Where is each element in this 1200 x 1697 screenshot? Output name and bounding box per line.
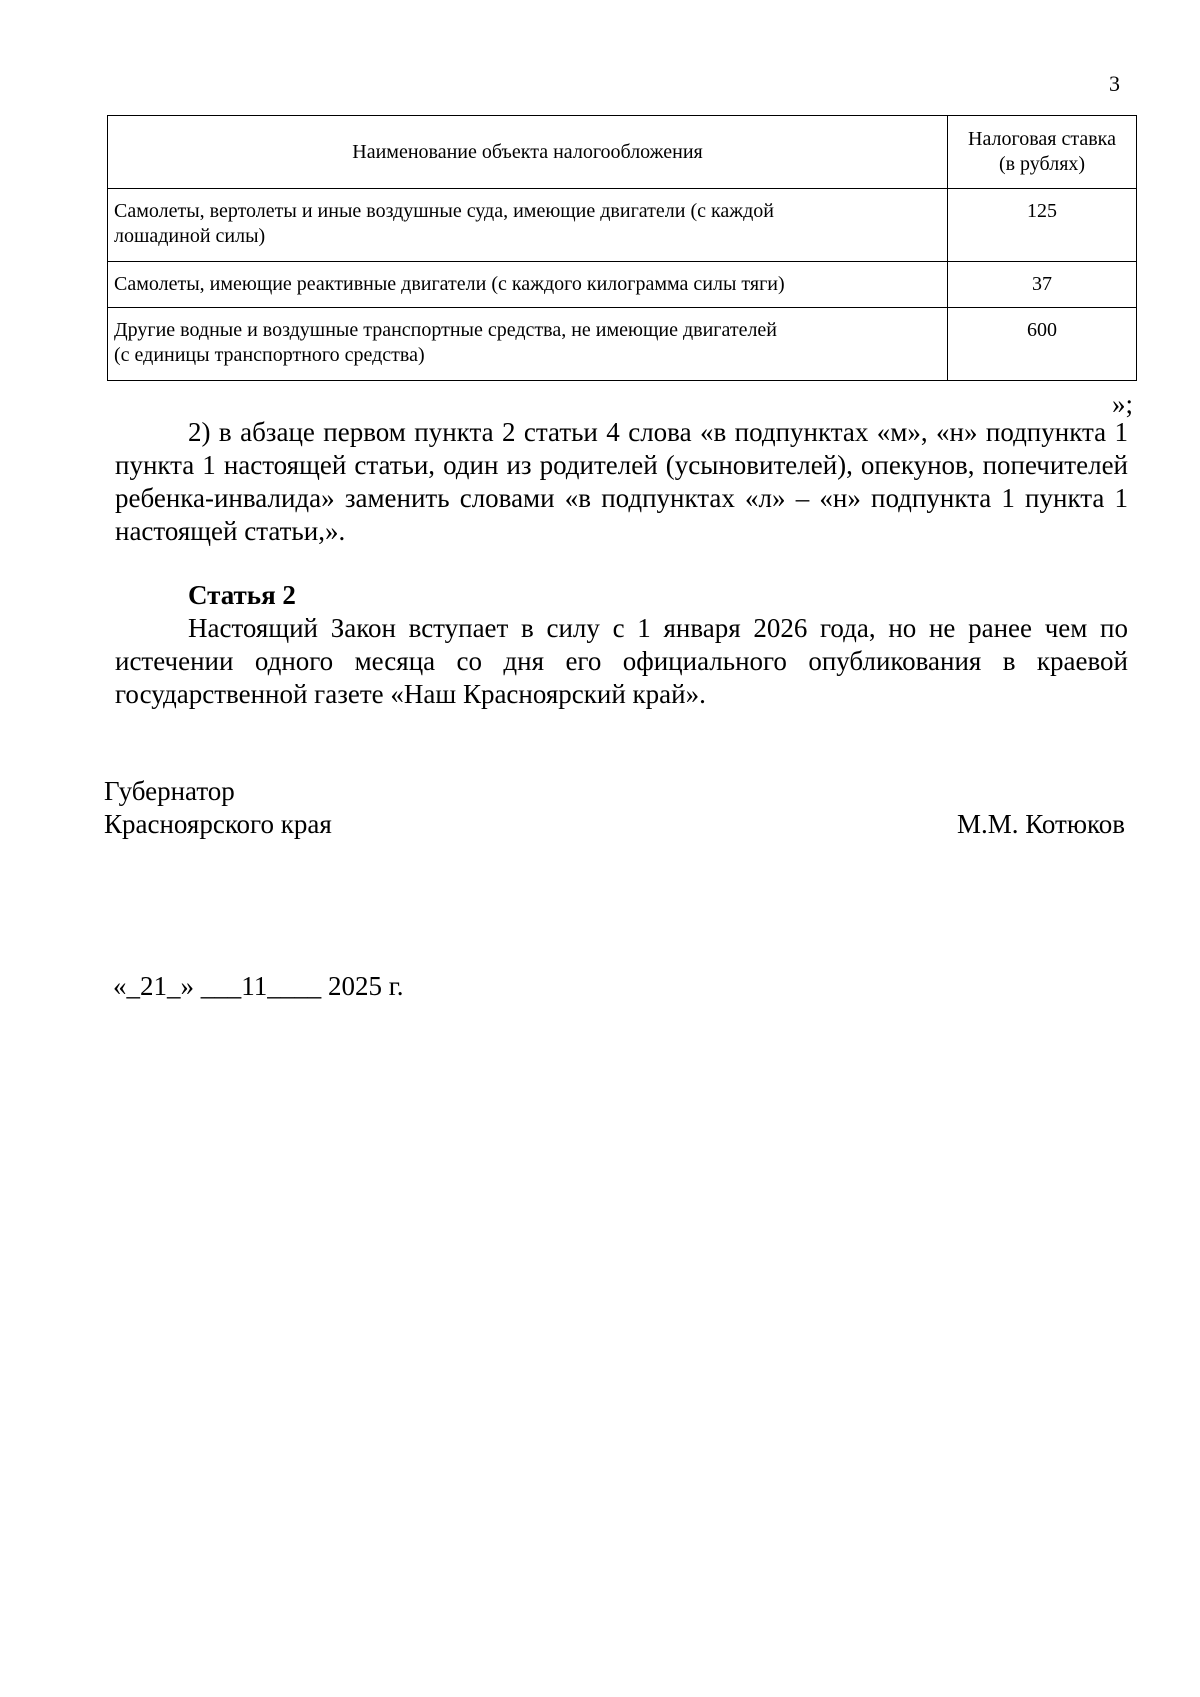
table-cell-rate: 125 [948,189,1137,262]
table-row [108,308,1137,381]
table-row [108,189,1137,262]
header-tax-rate-line1: Налоговая ставка [968,128,1116,150]
signing-date: «_21_» ___11____ 2025 г. [113,971,404,1001]
object-name-line1: Самолеты, вертолеты и иные воздушные суда, имеющие двигатели (с каждой [114,200,774,222]
tax-rate-table [107,115,1137,381]
table-cell-rate: 600 [948,308,1137,381]
header-tax-rate-line2: (в рублях) [998,153,1086,175]
table-cell-rate: 37 [948,262,1137,308]
signature-title-line2: Красноярского края [104,809,332,839]
header-object-name: Наименование объекта налогообложения [108,116,948,189]
article-2-paragraph: Настоящий Закон вступает в силу с 1 января 2026 года, но не ранее чем по истечении одного месяца со дня его официального опубликования в краевой государственной газете «Наш Красноярский край». [115,613,1128,709]
table-cell-object [108,189,948,262]
signature-title-line1: Губернатор [104,776,235,806]
header-tax-rate [948,116,1137,189]
table-closing-quote: »; [1111,389,1133,419]
object-name-line1: Другие водные и воздушные транспортные средства, не имеющие двигателей [114,319,778,341]
table-cell-object [108,262,948,308]
signatory-name: М.М. Котюков [956,809,1125,839]
signature-title [104,775,332,841]
table-row [108,262,1137,308]
object-name-line2: лошадиной силы) [114,225,266,247]
amendment-paragraph: 2) в абзаце первом пункта 2 статьи 4 слова «в подпунктах «м», «н» подпункта 1 пункта 1 настоящей статьи, один из родителей (усыновителей), опекунов, попечителей ребенка-инвалида» заменить словами «в подпунктах «л» – «н» подпункта 1 пункта 1 настоящей статьи,». [115,417,1128,546]
table-cell-object [108,308,948,381]
article-2-heading: Статья 2 [188,580,296,610]
table-header-row [108,116,1137,189]
page-number: 3 [1109,71,1120,96]
object-name-line1: Самолеты, имеющие реактивные двигатели (с каждого килограмма силы тяги) [114,273,785,295]
object-name-line2: (с единицы транспортного средства) [114,344,425,366]
